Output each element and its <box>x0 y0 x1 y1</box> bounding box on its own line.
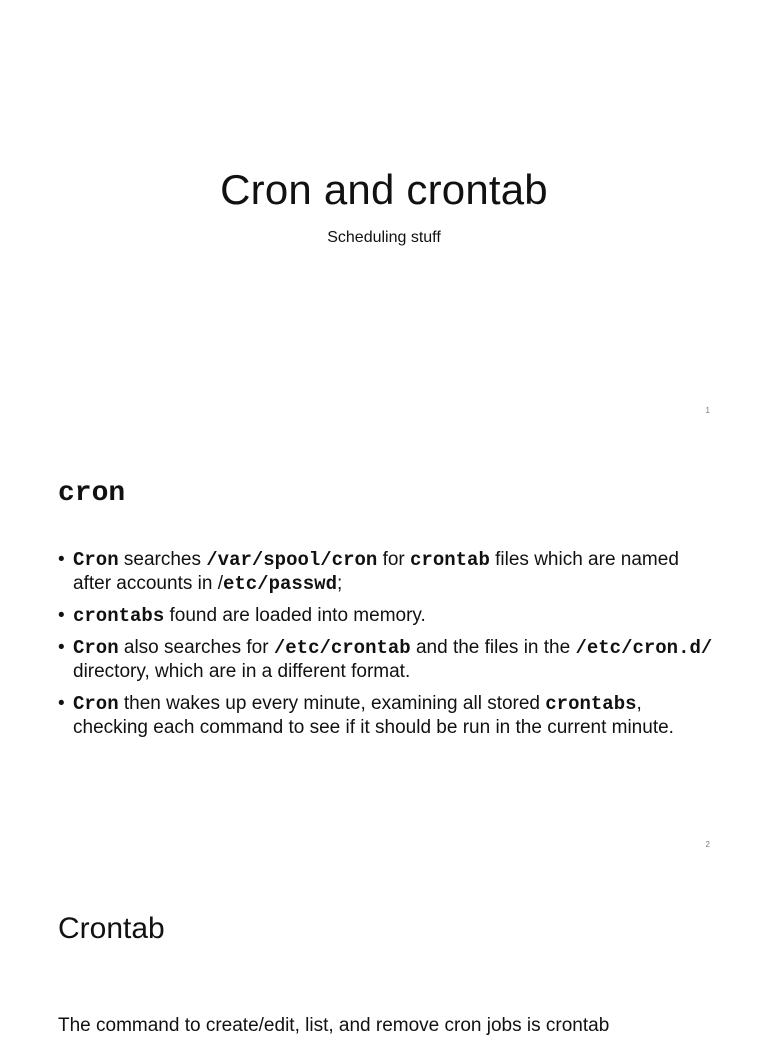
code-term: etc/passwd <box>222 573 337 595</box>
bullet-list <box>58 548 718 748</box>
list-item <box>58 548 718 596</box>
list-item <box>58 692 718 740</box>
bullet-text: for <box>377 549 411 570</box>
bullet-text: directory, which are in a different format. <box>73 661 411 682</box>
slide-3 <box>0 864 768 1036</box>
slide-title: Cron and crontab <box>220 166 548 213</box>
code-term: /etc/crontab <box>273 637 411 659</box>
code-term: crontabs <box>545 693 637 715</box>
bullet-text: and the files in the <box>410 637 576 658</box>
slide-2 <box>0 432 768 864</box>
code-term: Cron <box>73 549 119 571</box>
slide-heading: Crontab <box>58 912 165 945</box>
bullet-text: then wakes up every minute, examining all stored <box>118 693 546 714</box>
bullet-text: ; <box>337 573 343 594</box>
bullet-text: files which are named after accounts in / <box>73 549 679 594</box>
slide-number: 2 <box>705 840 710 849</box>
code-term: crontabs <box>73 605 165 627</box>
bullet-text: also searches for <box>118 637 274 658</box>
code-term: /etc/cron.d/ <box>575 637 713 659</box>
code-term: /var/spool/cron <box>206 549 378 571</box>
code-term: crontab <box>410 549 490 571</box>
bullet-text: found are loaded into memory. <box>164 605 426 626</box>
slide-heading: cron <box>58 478 126 509</box>
list-item <box>58 636 718 684</box>
code-term: Cron <box>73 637 119 659</box>
slide-subtitle: Scheduling stuff <box>327 229 441 246</box>
bullet-text: , checking each command to see if it should be run in the current minute. <box>73 693 674 738</box>
slide-1 <box>0 0 768 432</box>
slide-number: 1 <box>705 406 710 415</box>
bullet-text: searches <box>118 549 207 570</box>
body-text: The command to create/edit, list, and remove cron jobs is crontab <box>58 1015 610 1036</box>
list-item <box>58 604 718 628</box>
code-term: Cron <box>73 693 119 715</box>
